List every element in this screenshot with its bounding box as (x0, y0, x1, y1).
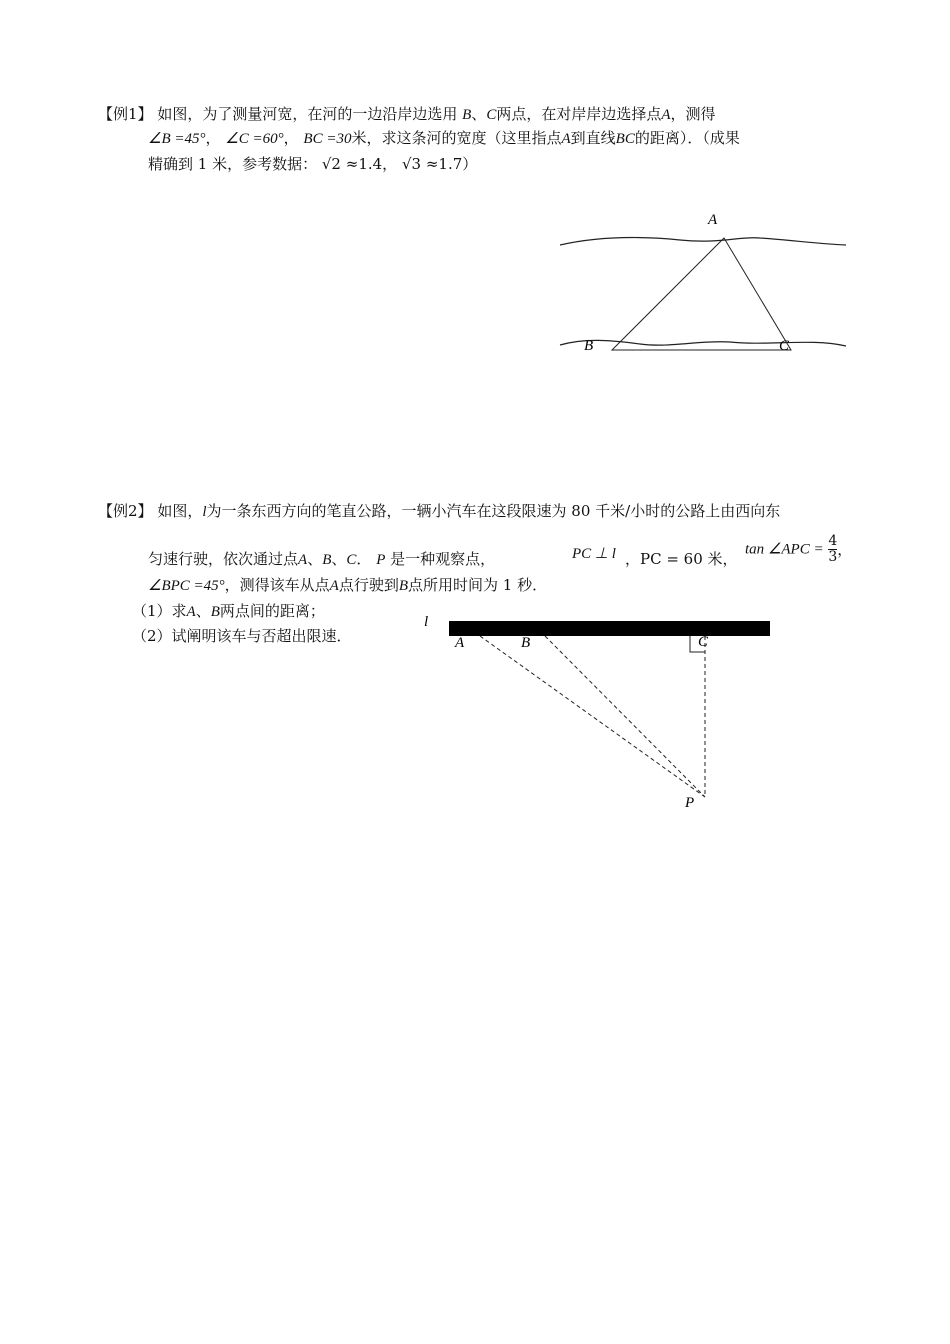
example2-text: 为一条东西方向的笔直公路，一辆小汽车在这段限速为 80 千米/小时的公路上由西向东 (206, 502, 781, 520)
question-2-text: （2）试阐明该车与否超出限速． (132, 627, 352, 645)
example1-text: ，测得 (670, 105, 716, 123)
river-figure (560, 212, 846, 354)
point-a: A (661, 107, 671, 123)
segment-pb (545, 636, 705, 797)
point-b: B (462, 107, 472, 123)
example2-text: 点行驶到 (338, 576, 399, 594)
separator: 、 (471, 105, 487, 123)
example1-text: 米，求这条河的宽度（这里指点 (351, 129, 562, 147)
example2-text: 如图， (157, 502, 203, 520)
triangle-abc (612, 238, 791, 350)
period: ． (356, 550, 372, 568)
river-bank-bottom (560, 340, 846, 346)
label-b: B (584, 338, 594, 354)
angle-b: ∠B =45° (148, 131, 206, 147)
segment-pa (480, 636, 705, 797)
example2-tag: 【例2】 (98, 502, 153, 520)
road-figure (424, 614, 770, 811)
line-bc: BC (615, 131, 635, 147)
label-a: A (455, 635, 465, 651)
separator: 、 (331, 550, 347, 568)
example1-text: 到直线 (570, 129, 616, 147)
point-b: B (210, 604, 220, 620)
point-a: A (186, 604, 196, 620)
comma: ， (625, 550, 641, 568)
label-p: P (685, 795, 695, 811)
angle-c: ∠C =60° (225, 131, 284, 147)
point-c: C (346, 552, 357, 568)
angle-bpc: ∠BPC =45° (148, 578, 225, 594)
question-2 (132, 626, 352, 646)
sqrt2-value: √2 ≈1.4 (321, 155, 383, 173)
example2-text: 匀速行驶，依次通过点 (148, 550, 299, 568)
example2-text: ，测得该车从点 (224, 576, 330, 594)
pc-value: PC = 60 米， (640, 550, 738, 568)
perpendicular-condition: PC ⊥ l (572, 546, 616, 562)
separator: 、 (307, 550, 323, 568)
road-symbol: l (202, 504, 207, 520)
comma: ， (283, 129, 299, 147)
point-a: A (298, 552, 308, 568)
question-1-text: 两点间的距离； (219, 602, 325, 620)
example1-text: 如图，为了测量河宽，在河的一边沿岸边选用 (157, 105, 458, 123)
example2-line1 (98, 501, 780, 522)
example1-text: 精确到 1 米，参考数据： (148, 155, 318, 173)
fraction-numerator: 4 (828, 533, 838, 549)
example1-text: 的距离）．（成果 (634, 129, 740, 147)
point-a: A (561, 131, 571, 147)
fraction-denominator: 3 (828, 549, 838, 565)
example2-text: 点所用时间为 1 秒． (408, 576, 548, 594)
close-paren: ） (462, 155, 478, 173)
question-1-text: （1）求 (132, 602, 187, 620)
point-p: P (376, 552, 386, 568)
tan-label: tan ∠APC = (745, 541, 824, 558)
pc-length (640, 549, 738, 569)
label-l: l (424, 614, 429, 630)
sqrt3-value: √3 ≈1.7 (401, 155, 463, 173)
tan-condition (745, 534, 852, 565)
comma-after-perp (625, 549, 640, 569)
label-a: A (708, 212, 718, 228)
comma: ， (382, 155, 398, 173)
example2-line3 (148, 575, 547, 596)
point-b: B (322, 552, 332, 568)
example1-tag: 【例1】 (98, 105, 153, 123)
tan-fraction (828, 534, 837, 565)
label-c: C (779, 338, 790, 354)
separator: 、 (195, 602, 211, 620)
question-1 (132, 601, 325, 622)
example1-text: 两点，在对岸岸边选择点 (496, 105, 662, 123)
example2-line2 (148, 549, 495, 570)
comma: ， (837, 540, 853, 559)
point-b: B (398, 578, 409, 594)
comma: ， (205, 129, 221, 147)
road-l (449, 621, 770, 636)
point-c: C (486, 107, 497, 123)
label-c: C (698, 634, 709, 650)
point-a: A (329, 578, 339, 594)
river-bank-top (560, 237, 846, 245)
bc-length: BC =30 (303, 131, 352, 147)
example2-text: 是一种观察点， (390, 550, 496, 568)
label-b: B (521, 635, 531, 651)
